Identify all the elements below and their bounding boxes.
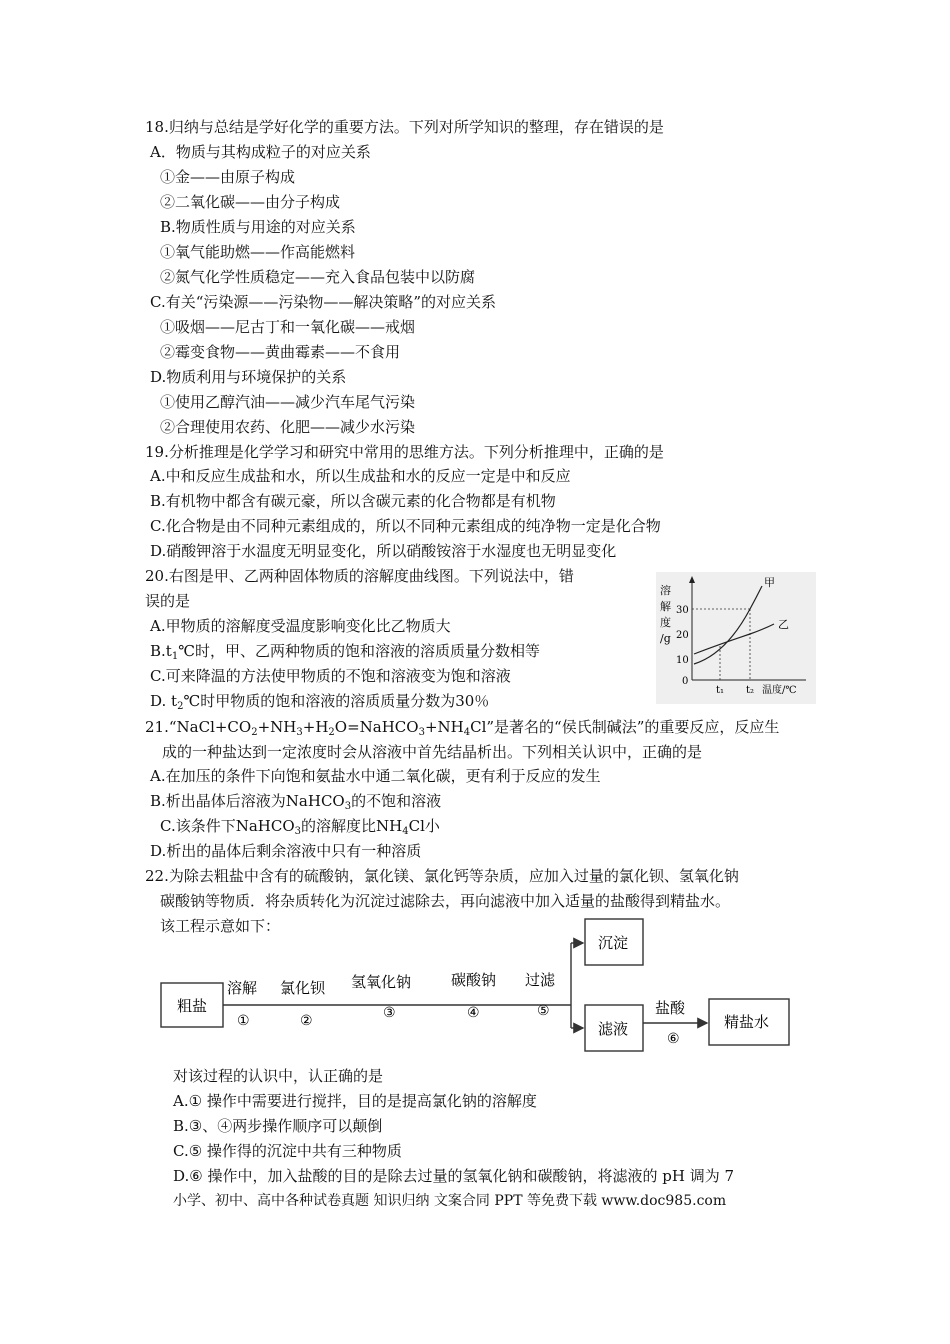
- q18-b-item1: ①氧气能助燃——作高能燃料: [160, 243, 356, 261]
- q19-option-b: B.有机物中都含有碳元豪，所以含碳元素的化合物都是有机物: [150, 492, 556, 510]
- flow-step3-num: ③: [383, 1005, 396, 1021]
- q22-intro: 对该过程的认识中，认正确的是: [173, 1067, 384, 1085]
- q20-option-c: C.可来降温的方法使甲物质的不饱和溶液变为饱和溶液: [150, 667, 511, 685]
- solubility-graph: [656, 572, 816, 704]
- q21-option-a: A.在加压的条件下向饱和氨盐水中通二氧化碳，更有利于反应的发生: [150, 767, 601, 785]
- flow-step5-label: 过滤: [525, 971, 556, 989]
- graph-ylabel-char3: 度: [660, 616, 671, 629]
- q21-option-d: D.析出的晶体后剩余溶液中只有一种溶质: [150, 842, 422, 860]
- q21-option-c: C.该条件下NaHCO$_3$的溶解度比$NH_4Cl$小: [160, 817, 440, 837]
- graph-ytick-20: 20: [676, 630, 689, 641]
- q18-option-d: D.物质利用与环境保护的关系: [150, 368, 347, 386]
- graph-ytick-30: 30: [676, 605, 689, 616]
- graph-ylabel-char1: 溶: [660, 584, 671, 597]
- process-flow-diagram: [155, 913, 795, 1063]
- graph-label-yi: 乙: [778, 618, 789, 631]
- q18-d-item1: ①使用乙醇汽油——减少汽车尾气污染: [160, 393, 416, 411]
- flow-box-brine-label: 精盐水: [724, 1013, 770, 1031]
- flow-step1-label: 溶解: [227, 979, 258, 997]
- q18-d-item2: ②合理使用农药、化肥——减少水污染: [160, 418, 416, 436]
- q20-option-d: D. $t_2℃$时甲物质的饱和溶液的溶质质量分数为30％: [150, 692, 490, 712]
- flow-step6-label: 盐酸: [655, 999, 686, 1017]
- q22-stem-line2: 碳酸钠等物质．将杂质转化为沉淀过滤除去，再向滤液中加入适量的盐酸得到精盐水。: [160, 892, 731, 910]
- q22-stem-line1: 22.为除去粗盐中含有的硫酸钠，氯化镁、氯化钙等杂质，应加入过量的氯化钡、氢氧化钠: [145, 867, 739, 885]
- q21-stem-line2: 成的一种盐达到一定浓度时会从溶液中首先结晶析出。下列相关认识中，正确的是: [162, 743, 703, 761]
- flow-step5-num: ⑤: [537, 1003, 550, 1019]
- q21-stem-line1: $21.“NaCl+CO_2+NH_3+H_2O=NaHCO_3+NH_4Cl$”是著名的“侯氏制碱法”的重要反应，反应生: [145, 718, 780, 738]
- q19-stem: 19.分析推理是化学学习和研究中常用的思维方法。下列分析推理中，正确的是: [145, 443, 664, 461]
- flow-step2-num: ②: [300, 1013, 313, 1029]
- q18-c-item2: ②霉变食物——黄曲霉素——不食用: [160, 343, 401, 361]
- q22-option-c: C.⑤ 操作得的沉淀中共有三种物质: [173, 1142, 402, 1160]
- flow-step3-label: 氢氧化钠: [351, 973, 412, 991]
- graph-curve-yi: [694, 624, 774, 654]
- flow-step4-num: ④: [467, 1005, 480, 1021]
- q20-stem-line2: 误的是: [145, 592, 191, 610]
- q22-option-a: A.① 操作中需要进行搅拌，目的是提高氯化钠的溶解度: [173, 1092, 537, 1110]
- graph-label-jia: 甲: [764, 576, 775, 589]
- q22-option-b: B.③、④两步操作顺序可以颠倒: [173, 1117, 383, 1135]
- graph-ytick-0: 0: [682, 676, 689, 687]
- q18-stem: 18.归纳与总结是学好化学的重要方法。下列对所学知识的整理，存在错误的是: [145, 118, 664, 136]
- q18-option-a: A．物质与其构成粒子的对应关系: [150, 143, 371, 161]
- q18-b-item2: ②氮气化学性质稳定——充入食品包装中以防腐: [160, 268, 476, 286]
- flow-box-precipitate-label: 沉淀: [598, 934, 629, 952]
- flow-step2-label: 氯化钡: [280, 979, 326, 997]
- graph-xlabel: 温度/℃: [762, 685, 797, 696]
- q22-option-d: D.⑥ 操作中，加入盐酸的目的是除去过量的氢氧化钠和碳酸钠，将滤液的 pH 调为 7: [173, 1167, 735, 1185]
- q20-stem-line1: 20.右图是甲、乙两种固体物质的溶解度曲线图。下列说法中，错: [145, 567, 574, 585]
- graph-xtick-t1: t₁: [716, 685, 725, 696]
- q18-option-b: B.物质性质与用途的对应关系: [160, 218, 356, 236]
- q18-a-item2: ②二氧化碳——由分子构成: [160, 193, 341, 211]
- q21-option-b: B.析出晶体后溶液为NaHCO$_3$的不饱和溶液: [150, 792, 442, 812]
- q20-option-b: $B.t_1℃$时，甲、乙两种物质的饱和溶液的溶质质量分数相等: [150, 642, 540, 662]
- flow-step1-num: ①: [237, 1013, 250, 1029]
- q20-option-a: A.甲物质的溶解度受温度影响变化比乙物质大: [150, 617, 451, 635]
- q19-option-d: D.硝酸钾溶于水温度无明显变化，所以硝酸铵溶于水湿度也无明显变化: [150, 542, 617, 560]
- flow-step6-num: ⑥: [667, 1031, 680, 1047]
- page-footer: 小学、初中、高中各种试卷真题 知识归纳 文案合同 PPT 等免费下载 www.doc985.com: [173, 1193, 727, 1209]
- q19-option-c: C.化合物是由不同种元素组成的，所以不同种元素组成的纯净物一定是化合物: [150, 517, 661, 535]
- graph-ylabel-char2: 解: [660, 600, 671, 613]
- graph-ylabel-unit: /g: [660, 632, 671, 645]
- q18-c-item1: ①吸烟——尼古丁和一氧化碳——戒烟: [160, 318, 416, 336]
- q18-option-c: C.有关“污染源——污染物——解决策略”的对应关系: [150, 293, 497, 311]
- q19-option-a: A.中和反应生成盐和水，所以生成盐和水的反应一定是中和反应: [150, 467, 571, 485]
- graph-curve-jia: [694, 586, 762, 664]
- q22-stem-line3: 该工程示意如下：: [160, 917, 281, 935]
- flow-box-filtrate-label: 滤液: [598, 1020, 629, 1038]
- flow-box-crude-salt-label: 粗盐: [177, 997, 208, 1015]
- graph-xtick-t2: t₂: [746, 685, 755, 696]
- flow-step4-label: 碳酸钠: [451, 971, 497, 989]
- q18-a-item1: ①金——由原子构成: [160, 168, 296, 186]
- graph-ytick-10: 10: [676, 655, 689, 666]
